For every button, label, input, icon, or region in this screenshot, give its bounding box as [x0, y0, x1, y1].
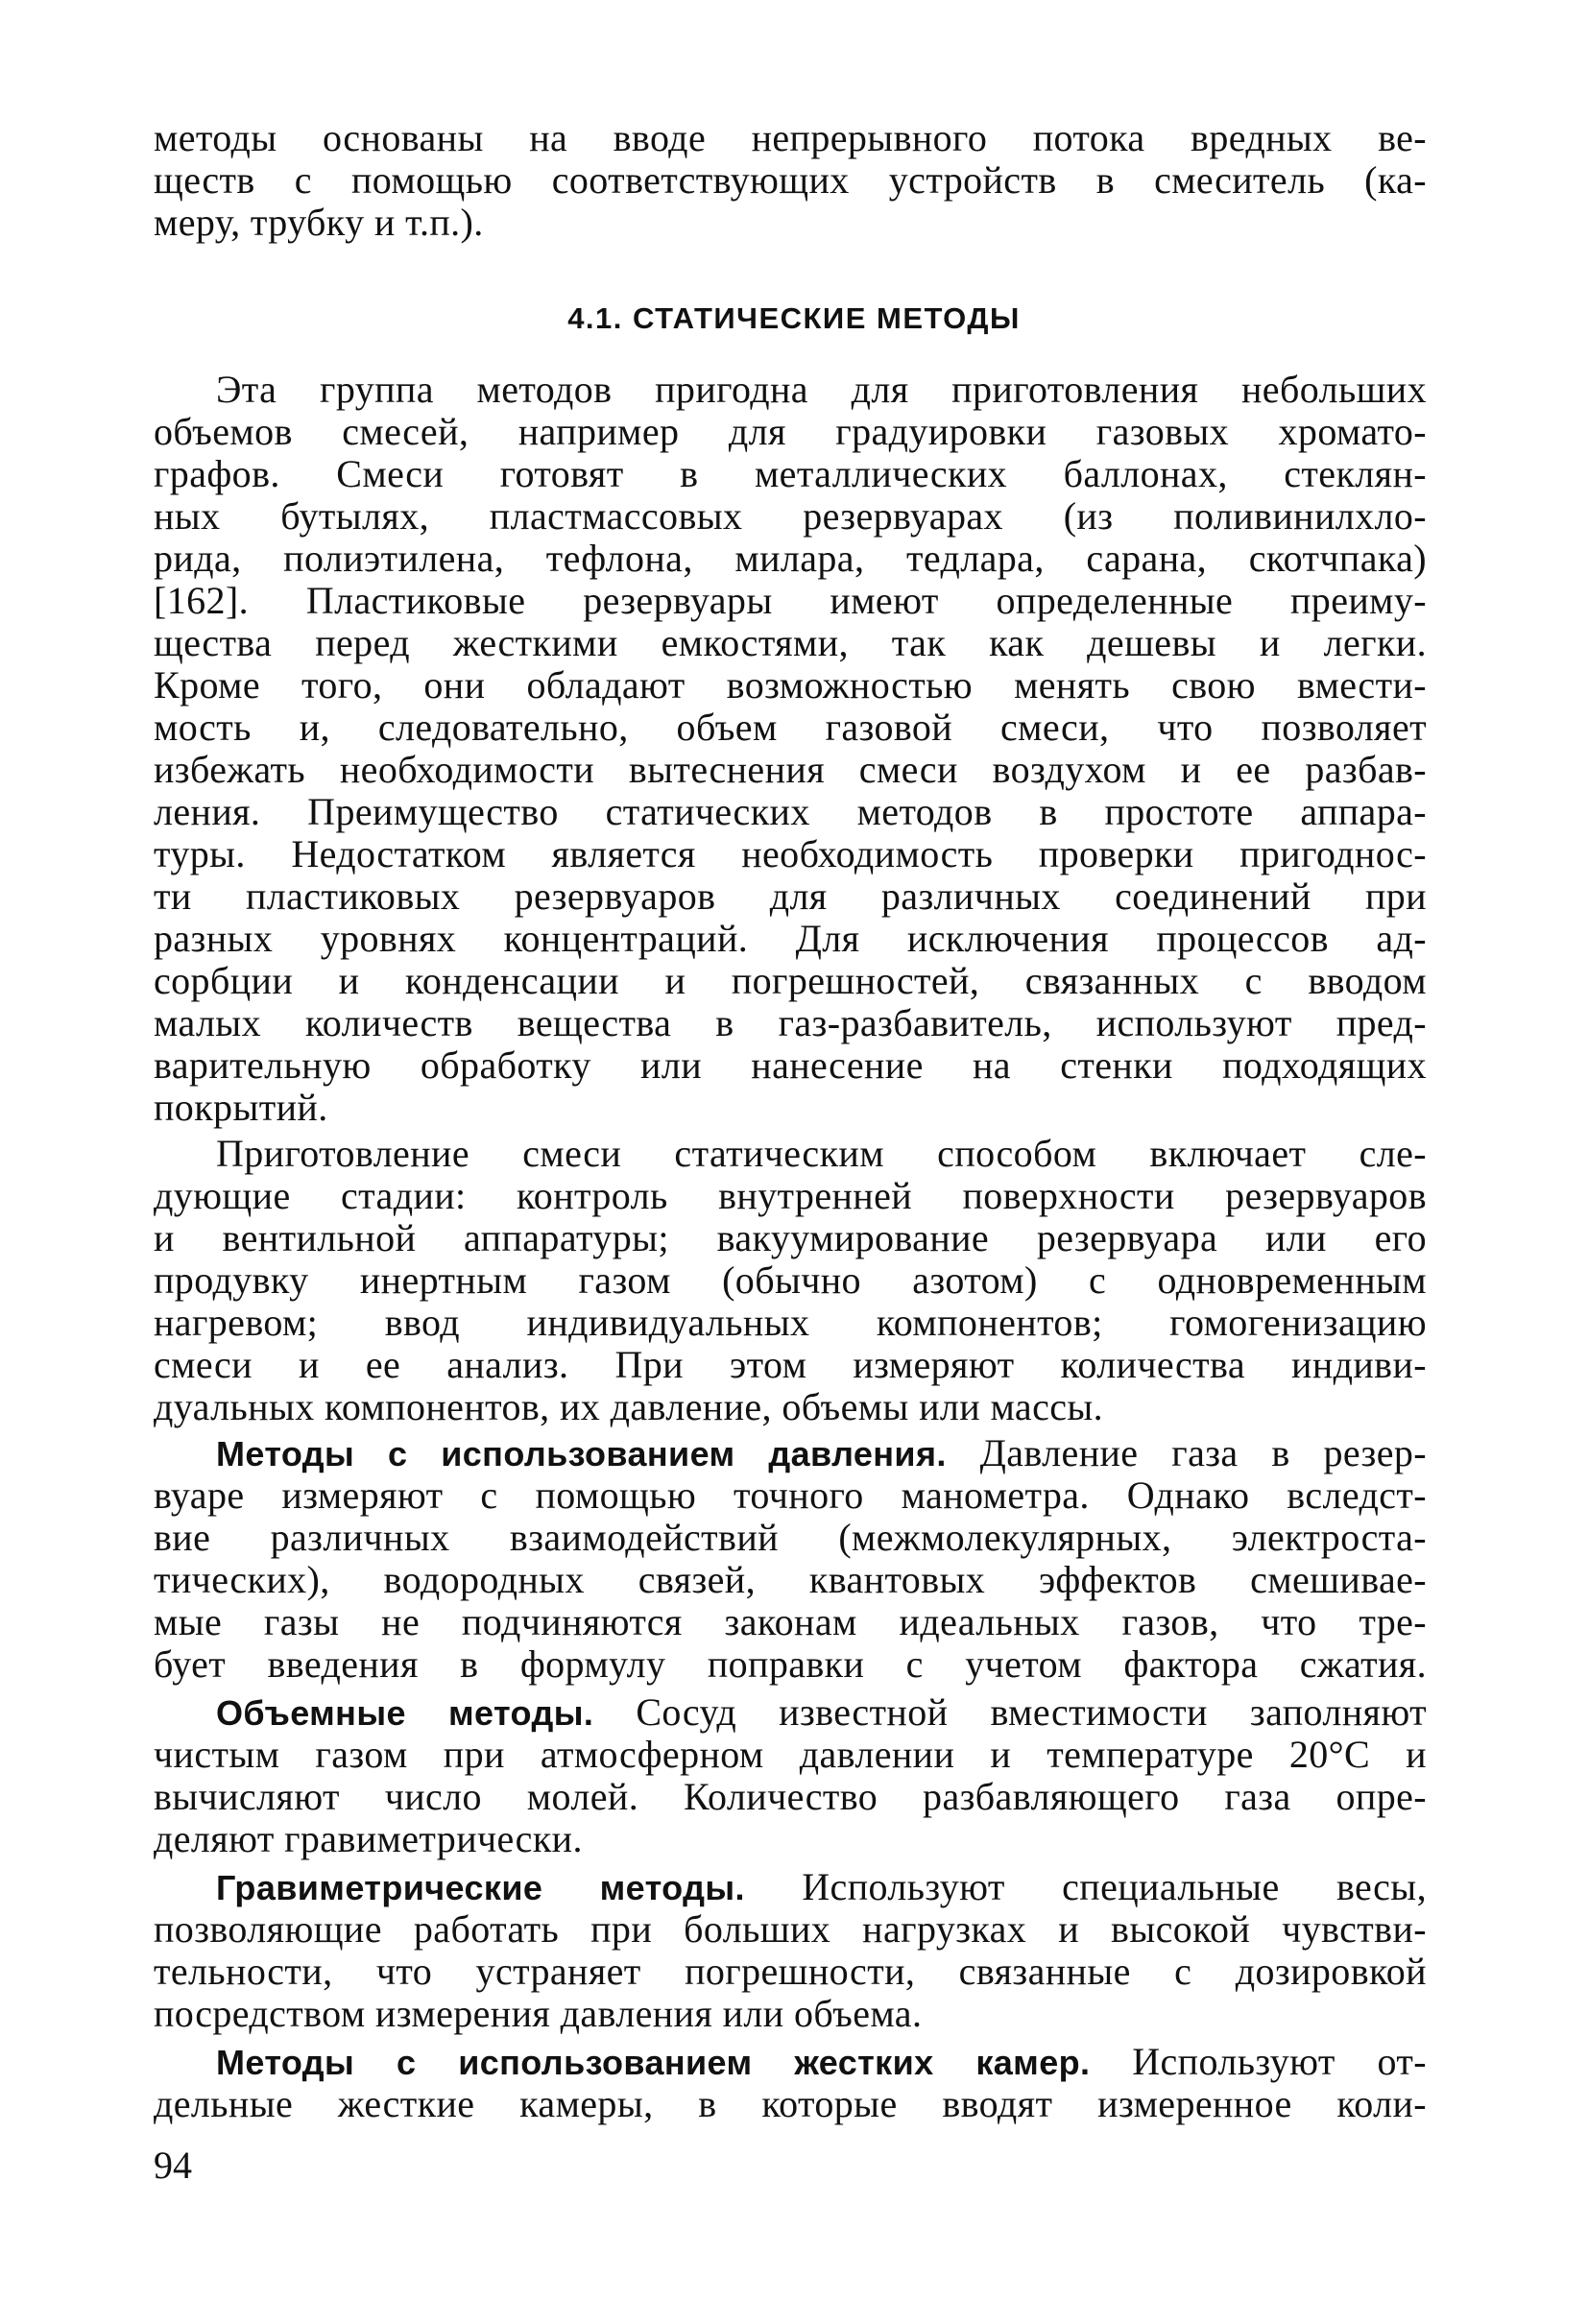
para1-line: мость и, следовательно, объем газовой смеси, что позволяет — [154, 706, 1427, 749]
para3-line: бует введения в формулу поправки с учетом фактора сжатия. — [154, 1642, 1427, 1686]
para4-line: вычисляют число молей. Количество разбавляющего газа опре- — [154, 1775, 1427, 1818]
para1-line: ления. Преимущество статических методов в простоте аппара- — [154, 790, 1427, 833]
intro-line: меру, трубку и т.п.). — [154, 201, 484, 244]
para2-line: продувку инертным газом (обычно азотом) с одновременным — [154, 1258, 1427, 1302]
para1-line: Кроме того, они обладают возможностью менять свою вмести- — [154, 663, 1427, 707]
para1-line: туры. Недостатком является необходимость проверки пригоднос- — [154, 832, 1427, 875]
para1-line: графов. Смеси готовят в металлических баллонах, стеклян- — [154, 452, 1427, 495]
para3-first-line — [216, 1432, 1427, 1475]
para1-line: разных уровнях концентраций. Для исключения процессов ад- — [154, 917, 1427, 960]
para3-run-in-heading: Методы с использованием давления. — [216, 1434, 947, 1473]
para1-line: варительную обработку или нанесение на стенки подходящих — [154, 1043, 1427, 1087]
para4-run-in-heading: Объемные методы. — [216, 1693, 594, 1733]
para2-line: Приготовление смеси статическим способом включает сле- — [216, 1132, 1427, 1175]
para2-line: смеси и ее анализ. При этом измеряют количества индиви- — [154, 1343, 1427, 1386]
section-heading: 4.1. СТАТИЧЕСКИЕ МЕТОДЫ — [567, 301, 1021, 335]
para5-line: тельности, что устраняет погрешности, связанные с дозировкой — [154, 1950, 1427, 1993]
para6-line: дельные жесткие камеры, в которые вводят измеренное коли- — [154, 2082, 1427, 2125]
para3-line: тических), водородных связей, квантовых эффектов смешивае- — [154, 1558, 1427, 1601]
page-number: 94 — [154, 2144, 192, 2187]
para4-first-line — [216, 1691, 1427, 1735]
intro-line: методы основаны на вводе непрерывного потока вредных ве- — [154, 116, 1427, 159]
para2-line: дующие стадии: контроль внутренней поверхности резервуаров — [154, 1174, 1427, 1217]
para6-first-line — [216, 2041, 1427, 2084]
para2-line: и вентильной аппаратуры; вакуумирование резервуара или его — [154, 1216, 1427, 1259]
para3-line: вие различных взаимодействий (межмолекулярных, электроста- — [154, 1516, 1427, 1559]
para5-first-rest: Используют специальные весы, — [744, 1865, 1427, 1908]
para1-line: малых количеств вещества в газ-разбавитель, используют пред- — [154, 1001, 1427, 1044]
para3-first-rest: Давление газа в резер- — [946, 1431, 1427, 1474]
para5-first-line — [216, 1866, 1427, 1909]
para1-line: [162]. Пластиковые резервуары имеют определенные преиму- — [154, 579, 1427, 622]
para3-line: вуаре измеряют с помощью точного манометра. Однако вследст- — [154, 1473, 1427, 1517]
para5-line: позволяющие работать при больших нагрузках и высокой чувстви- — [154, 1907, 1427, 1951]
para2-line: дуальных компонентов, их давление, объемы или массы. — [154, 1385, 1104, 1428]
para1-line: щества перед жесткими емкостями, так как дешевы и легки. — [154, 621, 1427, 664]
para6-first-rest: Используют от- — [1090, 2040, 1428, 2083]
para4-line: чистым газом при атмосферном давлении и температуре 20°С и — [154, 1733, 1427, 1776]
para1-line: покрытий. — [154, 1086, 328, 1129]
para5-line: посредством измерения давления или объема. — [154, 1992, 923, 2035]
para4-first-rest: Сосуд известной вместимости заполняют — [593, 1690, 1427, 1734]
para1-line: ти пластиковых резервуаров для различных соединений при — [154, 874, 1427, 918]
intro-line: ществ с помощью соответствующих устройств в смеситель (ка- — [154, 158, 1427, 202]
para1-line: избежать необходимости вытеснения смеси воздухом и ее разбав- — [154, 748, 1427, 791]
para1-line: Эта группа методов пригодна для приготовления небольших — [216, 368, 1427, 411]
para5-run-in-heading: Гравиметрические методы. — [216, 1868, 745, 1907]
para1-line: сорбции и конденсации и погрешностей, связанных с вводом — [154, 959, 1427, 1002]
para3-line: мые газы не подчиняются законам идеальных газов, что тре- — [154, 1600, 1427, 1643]
para6-run-in-heading: Методы с использованием жестких камер. — [216, 2043, 1091, 2082]
para4-line: деляют гравиметрически. — [154, 1817, 583, 1860]
para1-line: ных бутылях, пластмассовых резервуарах (из поливинилхло- — [154, 494, 1427, 538]
para1-line: рида, полиэтилена, тефлона, милара, тедлара, сарана, скотчпака) — [154, 537, 1427, 580]
para2-line: нагревом; ввод индивидуальных компонентов; гомогенизацию — [154, 1301, 1427, 1344]
para1-line: объемов смесей, например для градуировки газовых хромато- — [154, 410, 1427, 453]
